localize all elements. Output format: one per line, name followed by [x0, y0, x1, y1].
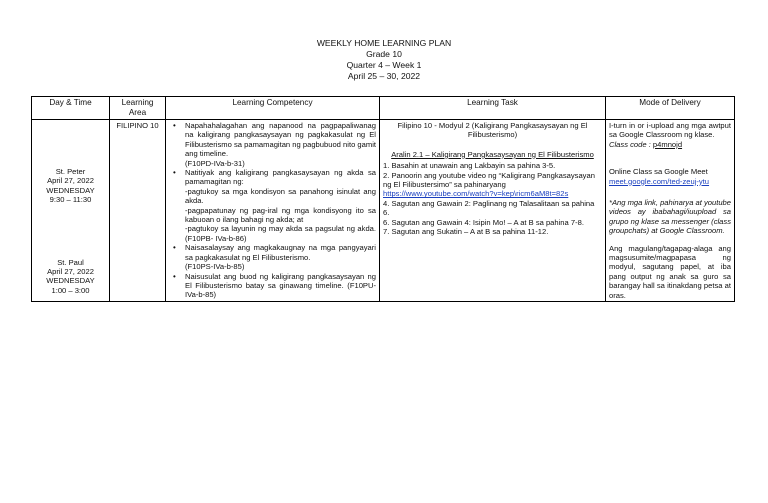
column-header-competency: Learning Competency [166, 97, 380, 120]
schedule-st-paul [35, 258, 106, 296]
schedule-day: WEDNESDAY [46, 276, 95, 286]
module-title: Filipino 10 - Modyul 2 (Kaligirang Pangkasaysayan ng El Filibusterismo) [397, 121, 588, 140]
competency-sub: -pagpapatunay ng pag-iral ng mga kondisyong ito sa kabuoan o ilang bahagi ng akda; at [185, 205, 376, 225]
links-note: *Ang mga link, pahinarya at youtube videos ay ibabahagi/iuupload sa grupo ng klase sa messenger (class groupchats) at Google Classroom. [609, 198, 732, 236]
column-header-learning-area: Learning Area [110, 97, 166, 120]
list-item [185, 272, 376, 300]
column-header-day-time: Day & Time [32, 97, 110, 120]
online-class-label: Online Class sa Google Meet [609, 167, 708, 177]
parent-instruction: Ang magulang/tagapag-alaga ang magsusumite/magpapasa ng modyul, sagutang papel, at iba pang output ng anak sa guro sa barangay hall sa itinakdang petsa at oras. [609, 243, 731, 300]
schedule-date: April 27, 2022 [47, 267, 94, 277]
upload-instruction: I-turn in or i-upload ang mga awtput sa Google Classroom ng klase. [609, 121, 731, 140]
task-step: 6. Sagutan ang Gawain 4: Isipin Mo! – A at B sa pahina 7-8. [383, 217, 584, 227]
competency-cell [166, 120, 380, 302]
learning-plan-table [31, 96, 735, 302]
learning-area-cell: FILIPINO 10 [110, 120, 166, 302]
list-item [185, 121, 376, 168]
class-code-line [609, 140, 731, 149]
task-step-text: 2. Panoorin ang youtube video ng “Kaligirang Pangkasaysayan ng El Filibustersimo” sa pahinaryang [383, 170, 595, 190]
google-meet-link[interactable]: meet.google.com/ted-zeuj-ytu [609, 176, 710, 186]
task-step: 1. Basahin at unawain ang Lakbayin sa pahina 3-5. [383, 161, 556, 171]
competency-text: Napahahalagahan ang napanood na pagpapaliwanag na kaligirang pangkasaysayan ng pagkakasulat ng El Filibusterismo sa pamamagitan ng pagbubuod nito gamit ang timeline. [185, 121, 376, 159]
task-step [383, 171, 602, 199]
task-step: 4. Sagutan ang Gawain 2: Paglinang ng Talasalitaan sa pahina 6. [383, 198, 595, 218]
schedule-st-peter [35, 167, 106, 205]
date-range: April 25 – 30, 2022 [347, 71, 421, 81]
section-name: St. Peter [55, 167, 86, 176]
schedule-day: WEDNESDAY [46, 185, 95, 195]
grade-label: Grade 10 [366, 49, 402, 59]
mode-of-delivery-cell [606, 120, 735, 302]
quarter-label: Quarter 4 – Week 1 [346, 60, 422, 70]
list-item [185, 243, 376, 271]
list-item [185, 168, 376, 243]
column-header-task: Learning Task [380, 97, 606, 120]
youtube-video-link[interactable]: https://www.youtube.com/watch?v=kep\ricm6aM8t=82s [383, 189, 569, 199]
schedule-date: April 27, 2022 [47, 176, 94, 186]
learning-task-cell [380, 120, 606, 302]
section-name: St. Paul [57, 257, 84, 267]
plan-title: WEEKLY HOME LEARNING PLAN [316, 38, 452, 48]
competency-code: (F10PS-IVa-b-85) [185, 262, 245, 272]
competency-sub: -pagtukoy sa mga kondisyon sa panahong isinulat ang akda. [185, 186, 376, 206]
column-header-mode: Mode of Delivery [606, 97, 735, 120]
document-header [0, 38, 768, 82]
task-step: 7. Sagutan ang Sukatin – A at B sa pahina 11-12. [383, 227, 549, 237]
lesson-title: Aralin 2.1 – Kaligirang Pangkasaysayan ng El Filibusterismo [391, 149, 594, 159]
table-row [32, 120, 735, 302]
class-code-label: Class code : [609, 139, 651, 149]
class-code-value: p4mnojd [652, 139, 683, 149]
competency-text: Naisasalaysay ang magkakaugnay na mga pangyayari sa pagkakasulat ng El Filibusterismo. [185, 243, 376, 262]
competency-sub: -pagtukoy sa layunin ng may akda sa pagsulat ng akda. (F10PB- IVa-b-86) [185, 224, 376, 243]
schedule-time: 1:00 – 3:00 [51, 285, 90, 295]
schedule-time: 9:30 – 11:30 [49, 195, 92, 205]
competency-text: Naisusulat ang buod ng kaligirang pangkasaysayan ng El Filibusterismo batay sa ginawang timeline. (F10PU-IVa-b-85) [185, 271, 376, 300]
competency-list [169, 121, 376, 300]
day-time-cell [32, 120, 110, 302]
competency-text: Natitiyak ang kaligirang pangkasaysayan ng akda sa pamamagitan ng: [185, 168, 376, 187]
meet-link-wrap [609, 177, 731, 186]
competency-code: (F10PD-IVa-b-31) [185, 158, 245, 168]
table-header-row [32, 97, 735, 120]
